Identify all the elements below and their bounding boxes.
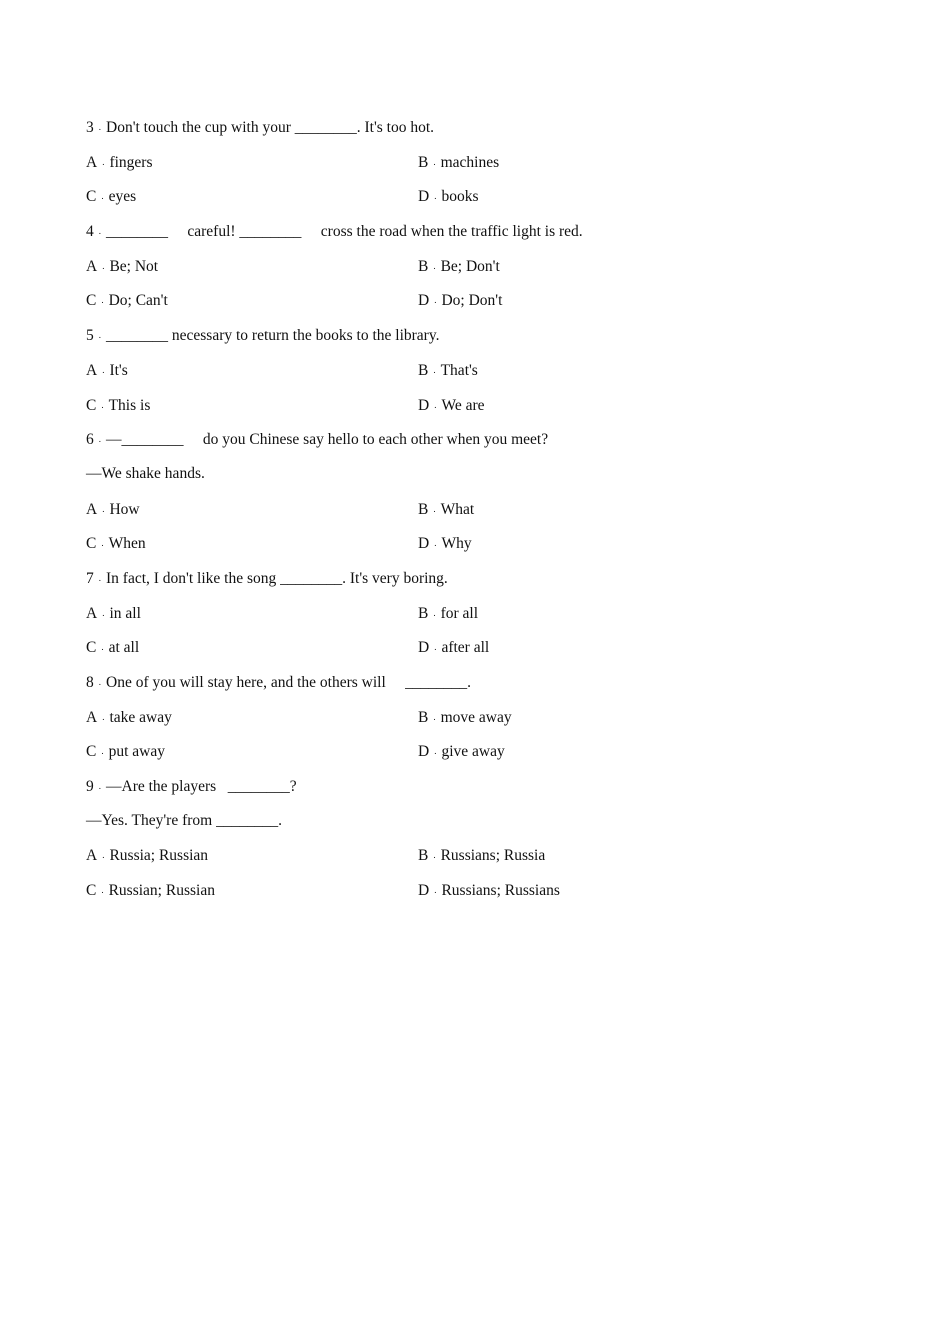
option-row — [86, 148, 866, 183]
option-c[interactable]: C . When — [86, 535, 146, 553]
option-a[interactable]: A . in all — [86, 604, 141, 622]
option-b[interactable]: B . That's — [418, 361, 478, 379]
separator: . — [98, 122, 101, 132]
option-b[interactable]: B . for all — [418, 604, 479, 622]
option-a[interactable]: A . How — [86, 500, 140, 518]
option-c[interactable]: C . Russian; Russian — [86, 882, 215, 900]
option-d[interactable]: D . give away — [418, 743, 505, 761]
separator: . — [98, 434, 101, 445]
option-row — [86, 182, 866, 217]
option-c[interactable]: C . put away — [86, 743, 165, 761]
option-b[interactable]: B . machines — [418, 153, 500, 171]
separator: . — [98, 330, 101, 341]
separator: . — [98, 226, 101, 237]
question-number: 7 — [86, 569, 94, 587]
option-d[interactable]: D . Russians; Russians — [418, 882, 560, 900]
option-b[interactable]: B . move away — [418, 708, 512, 726]
worksheet — [86, 113, 866, 911]
question-number: 3 — [86, 119, 94, 136]
question-number: 4 — [86, 223, 94, 241]
question-text: One of you will stay here, and the others will ________. — [106, 674, 472, 691]
option-row — [86, 356, 866, 391]
option-row — [86, 633, 866, 668]
option-c[interactable]: C . This is — [86, 396, 151, 414]
separator: . — [98, 572, 101, 583]
option-a[interactable]: A . take away — [86, 708, 172, 726]
option-row — [86, 599, 866, 634]
option-d[interactable]: D . We are — [418, 396, 485, 414]
option-row — [86, 495, 866, 530]
separator: . — [98, 677, 101, 687]
question-stem — [86, 113, 866, 148]
question-text: Don't touch the cup with your ________. It's too hot. — [106, 119, 435, 136]
option-a[interactable]: A . Russia; Russian — [86, 847, 209, 865]
option-row — [86, 529, 866, 564]
question-text: ________ necessary to return the books to the library. — [106, 327, 440, 345]
option-a[interactable]: A . fingers — [86, 153, 153, 171]
option-row — [86, 876, 866, 911]
option-row — [86, 391, 866, 426]
option-a[interactable]: A . Be; Not — [86, 257, 159, 275]
question-reply: —We shake hands. — [86, 464, 205, 482]
option-a[interactable]: A . It's — [86, 361, 128, 379]
option-b[interactable]: B . What — [418, 500, 475, 518]
option-c[interactable]: C . at all — [86, 639, 140, 657]
option-c[interactable]: C . eyes — [86, 188, 137, 206]
question-stem — [86, 564, 866, 599]
option-row — [86, 703, 866, 738]
question-stem — [86, 772, 866, 807]
option-row — [86, 737, 866, 772]
question-stem — [86, 321, 866, 356]
option-d[interactable]: D . Do; Don't — [418, 292, 503, 310]
option-b[interactable]: B . Be; Don't — [418, 257, 500, 275]
question-stem — [86, 668, 866, 703]
option-d[interactable]: D . Why — [418, 535, 472, 553]
question-text: In fact, I don't like the song ________. It's very boring. — [106, 569, 448, 587]
question-number: 6 — [86, 431, 94, 449]
question-reply: —Yes. They're from ________. — [86, 811, 282, 829]
question-text: ________ careful! ________ cross the road when the traffic light is red. — [106, 223, 583, 241]
question-number: 5 — [86, 327, 94, 345]
option-d[interactable]: D . books — [418, 188, 479, 206]
question-text: —________ do you Chinese say hello to each other when you meet? — [106, 431, 549, 449]
question-stem — [86, 217, 866, 252]
option-row — [86, 252, 866, 287]
question-text: —Are the players ________? — [106, 778, 297, 796]
option-c[interactable]: C . Do; Can't — [86, 292, 168, 310]
question-number: 8 — [86, 674, 94, 691]
question-stem — [86, 425, 866, 460]
separator: . — [98, 781, 101, 792]
option-row — [86, 841, 866, 876]
option-b[interactable]: B . Russians; Russia — [418, 847, 546, 865]
option-d[interactable]: D . after all — [418, 639, 490, 657]
option-row — [86, 286, 866, 321]
question-number: 9 — [86, 778, 94, 796]
